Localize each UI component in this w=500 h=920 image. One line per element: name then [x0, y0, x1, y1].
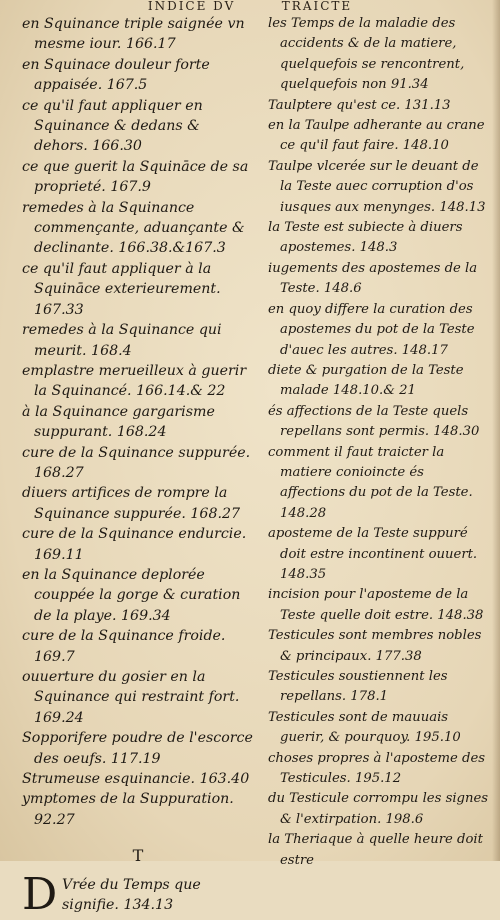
index-entry: [268, 626, 490, 667]
index-entry-page-ref: 198.6: [385, 811, 424, 827]
index-entry: [268, 789, 490, 830]
index-entry-text: incision pour l'aposteme de la Teste quelle doit estre.: [268, 587, 469, 623]
index-entry-text: emplastre merueilleux à guerir la Squinancé.: [22, 362, 247, 400]
index-entry: [268, 585, 490, 626]
index-entry: [22, 361, 254, 402]
index-entry: [268, 830, 490, 871]
index-entry-text: en Squinace douleur forte appaisée.: [22, 56, 210, 94]
index-entry-text: en la Taulpe adherante au crane ce qu'il faut faire.: [268, 118, 485, 154]
index-entry: [22, 55, 254, 96]
index-entry-text: en la Squinance deplorée couppée la gorge & curation de la playe.: [22, 566, 241, 624]
index-entry: [268, 259, 490, 300]
index-entry-page-ref: 148.10.& 21: [332, 383, 416, 399]
index-entry-page-ref: 167.5: [106, 77, 148, 94]
index-entry-text: à la Squinance gargarisme suppurant.: [22, 403, 215, 441]
index-entry: [268, 218, 490, 259]
index-entry-page-ref: 168.4: [91, 342, 132, 359]
index-entry: [22, 728, 254, 769]
index-entry: [268, 96, 490, 116]
index-entry-page-ref: 195.12: [354, 771, 402, 787]
index-entry-page-ref: 166.14.& 22: [136, 383, 226, 400]
index-entry: [268, 300, 490, 361]
index-entry-text: cure de la Squinance suppurée.: [22, 444, 251, 461]
index-entry-text: cure de la Squinance froide.: [22, 628, 226, 645]
index-entry-text: du Testicule corrompu les signes & l'extirpation.: [268, 791, 489, 827]
index-entry: [268, 116, 490, 157]
index-entry-page-ref: 148.35: [280, 566, 327, 582]
index-entry-text: choses propres à l'aposteme des Testicules.: [268, 750, 486, 787]
index-entry-text: comment il faut traicter la matiere conioincte és affections du pot de la Teste.: [268, 444, 473, 501]
index-entry-text: Testicules sont membres nobles & principaux.: [268, 628, 482, 664]
index-entry: [268, 524, 490, 585]
index-entry-text: Taulptere qu'est ce.: [268, 97, 401, 113]
drop-cap: D: [22, 868, 58, 920]
index-entry-text: ouuerture du gosier en la Squinance qui restraint fort.: [22, 669, 240, 706]
index-entry-text: Strumeuse esquinancie.: [22, 771, 196, 788]
index-entry: [268, 667, 490, 708]
index-entry-page-ref: 92.27: [34, 811, 75, 828]
index-entry-page-ref: 148.17: [401, 342, 448, 358]
running-head: [0, 0, 500, 14]
index-entry-text: en Squinance triple saignée vn mesme iour.: [22, 16, 245, 53]
index-entry: [268, 361, 490, 402]
index-entry: [268, 708, 490, 749]
index-entry-page-ref: 168.27: [190, 505, 241, 522]
index-entry-text: és affections de la Teste quels repellans sont permis.: [268, 403, 469, 440]
index-entry-page-ref: 177.38: [375, 648, 422, 664]
index-entry-text: aposteme de la Teste suppuré doit estre incontinent ouuert.: [268, 526, 478, 562]
index-entry-page-ref: 169.7: [34, 648, 75, 665]
index-entry: [22, 96, 254, 157]
index-entry-page-ref: 178.1: [350, 689, 389, 705]
index-entry: [268, 14, 490, 96]
index-entry-page-ref: 148.30: [433, 424, 480, 440]
index-entry: [22, 443, 254, 484]
index-entry-text: en quoy differe la curation des apostemes du pot de la Teste d'auec les autres.: [268, 301, 475, 358]
dropcap-entry-text: Vrée du Temps que signifie.: [62, 876, 201, 914]
index-entry-page-ref: 195.10: [414, 730, 461, 746]
index-entry: [22, 259, 254, 320]
index-entry-page-ref: 91.34: [390, 77, 429, 93]
index-entry-text: Testicules soustiennent les repellans.: [268, 669, 448, 705]
index-entry-page-ref: 166.30: [92, 138, 142, 155]
index-entry-text: iugements des apostemes de la Teste.: [268, 260, 478, 297]
index-entry-page-ref: 166.17: [125, 36, 176, 53]
index-entry: [268, 749, 490, 790]
index-entry: [268, 157, 490, 218]
index-entry: [268, 402, 490, 443]
page-edge-shadow: [492, 0, 500, 861]
index-entry-text: diete & purgation de la Teste malade: [268, 362, 464, 399]
index-entry-page-ref: 131.13: [404, 97, 451, 113]
index-entry-text: Taulpe vlcerée sur le deuant de la Teste auec corruption d'os iusques aux menynges.: [268, 158, 479, 215]
index-entry-page-ref: 167.9: [110, 179, 151, 196]
index-entry-text: remedes à la Squinance commençante, aduançante & declinante.: [22, 199, 245, 257]
index-entry: [268, 443, 490, 525]
index-entry-page-ref: 168.27: [34, 464, 84, 481]
index-entry: [22, 626, 254, 667]
right-index-column: [268, 14, 490, 871]
index-entry-text: diuers artifices de rompre la Squinance suppurée.: [22, 485, 228, 522]
index-entry: [22, 14, 254, 55]
index-entry-page-ref: 169.11: [34, 546, 84, 563]
index-entry-page-ref: 148.6: [323, 281, 362, 297]
index-entry-text: remedes à la Squinance qui meurit.: [22, 322, 222, 359]
left-entry-list: [22, 14, 254, 830]
dropcap-entry: [22, 868, 254, 920]
index-entry-text: ce qu'il faut appliquer en Squinance & dedans & dehors.: [22, 97, 203, 155]
index-entry-page-ref: 117.19: [110, 750, 161, 767]
index-entry-text: ce que guerit la Squināce de sa proprieté.: [22, 158, 249, 196]
index-entry-page-ref: 169.24: [34, 709, 84, 726]
index-entry-page-ref: 167.33: [34, 301, 84, 318]
index-entry-page-ref: 148.38: [437, 607, 484, 623]
index-entry: [22, 524, 254, 565]
index-entry: [22, 198, 254, 259]
index-entry: [22, 769, 254, 789]
index-entry: [22, 320, 254, 361]
index-entry-page-ref: 148.13: [439, 199, 486, 215]
index-entry: [22, 483, 254, 524]
index-entry-page-ref: 169.34: [121, 607, 171, 624]
index-entry-text: ce qu'il faut appliquer à la Squināce exterieurement.: [22, 260, 221, 298]
index-entry-text: cure de la Squinance endurcie.: [22, 526, 247, 543]
index-entry-page-ref: 148.10: [402, 138, 449, 154]
index-entry-page-ref: 168.24: [116, 424, 167, 441]
left-index-column: [22, 14, 254, 920]
dropcap-entry-ref: 134.13: [123, 897, 174, 914]
index-entry: [22, 789, 254, 830]
index-entry: [22, 157, 254, 198]
running-head-left: INDICE DV: [147, 0, 236, 13]
index-entry-page-ref: 148.3: [359, 240, 398, 256]
section-letter: T: [132, 846, 144, 866]
index-entry-text: la Theriaque à quelle heure doit estre: [268, 832, 483, 868]
index-entry-text: les Temps de la maladie des accidents & de la matiere, quelquefois se rencontrent, quelquefois non: [268, 16, 465, 93]
index-entry: [22, 667, 254, 728]
right-entry-list: [268, 14, 490, 871]
index-entry-text: Testicules sont de mauuais guerir, & pourquoy.: [268, 709, 449, 746]
index-entry: [22, 402, 254, 443]
index-entry: [22, 565, 254, 626]
running-head-right: TRAICTE: [281, 0, 353, 13]
index-entry-page-ref: 163.40: [199, 771, 250, 788]
index-entry-text: Sopporifere poudre de l'escorce des oeufs.: [22, 730, 253, 767]
index-entry-text: la Teste est subiecte à diuers apostemes.: [268, 220, 463, 256]
index-entry-text: ymptomes de la Suppuration.: [22, 791, 234, 808]
index-entry-page-ref: 166.38.&167.3: [118, 240, 226, 257]
index-entry-page-ref: 148.28: [280, 505, 327, 521]
